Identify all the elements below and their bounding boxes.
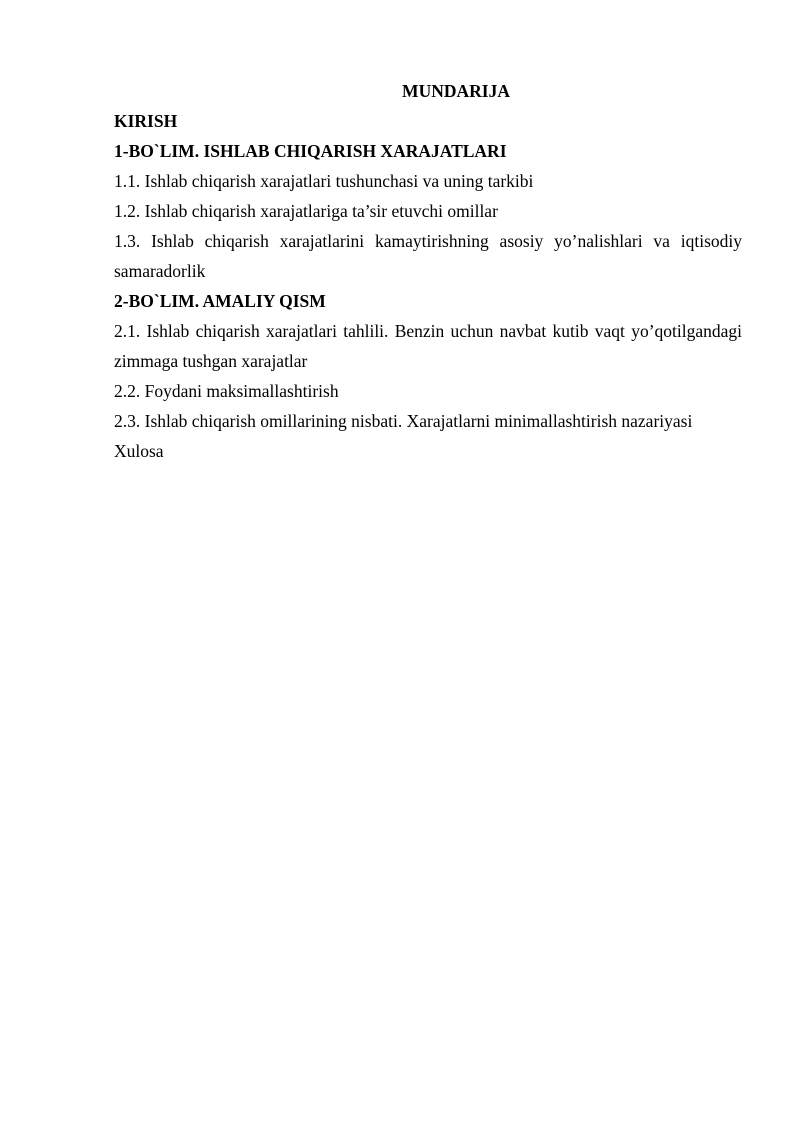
toc-entry-introduction: KIRISH xyxy=(114,111,178,131)
toc-entry-section-1-2: 1.2. Ishlab chiqarish xarajatlariga ta’sir etuvchi omillar xyxy=(114,201,498,221)
toc-entry-chapter-2: 2-BO`LIM. AMALIY QISM xyxy=(114,291,326,311)
toc-entry-section-2-1: 2.1. Ishlab chiqarish xarajatlari tahlili. Benzin uchun navbat kutib vaqt yo’qotilgandagi zimmaga tushgan xarajatlar xyxy=(114,321,742,371)
page-title: MUNDARIJA xyxy=(402,81,510,101)
toc-entry-chapter-1: 1-BO`LIM. ISHLAB CHIQARISH XARAJATLARI xyxy=(114,141,507,161)
table-of-contents xyxy=(114,76,742,466)
toc-entry-conclusion: Xulosa xyxy=(114,441,164,461)
toc-entry-section-2-3: 2.3. Ishlab chiqarish omillarining nisbati. Xarajatlarni minimallashtirish nazariyasi xyxy=(114,411,693,431)
toc-entry-section-2-2: 2.2. Foydani maksimallashtirish xyxy=(114,381,339,401)
toc-entry-section-1-3: 1.3. Ishlab chiqarish xarajatlarini kamaytirishning asosiy yo’nalishlari va iqtisodiy samaradorlik xyxy=(114,231,742,281)
toc-entry-section-1-1: 1.1. Ishlab chiqarish xarajatlari tushunchasi va uning tarkibi xyxy=(114,171,534,191)
